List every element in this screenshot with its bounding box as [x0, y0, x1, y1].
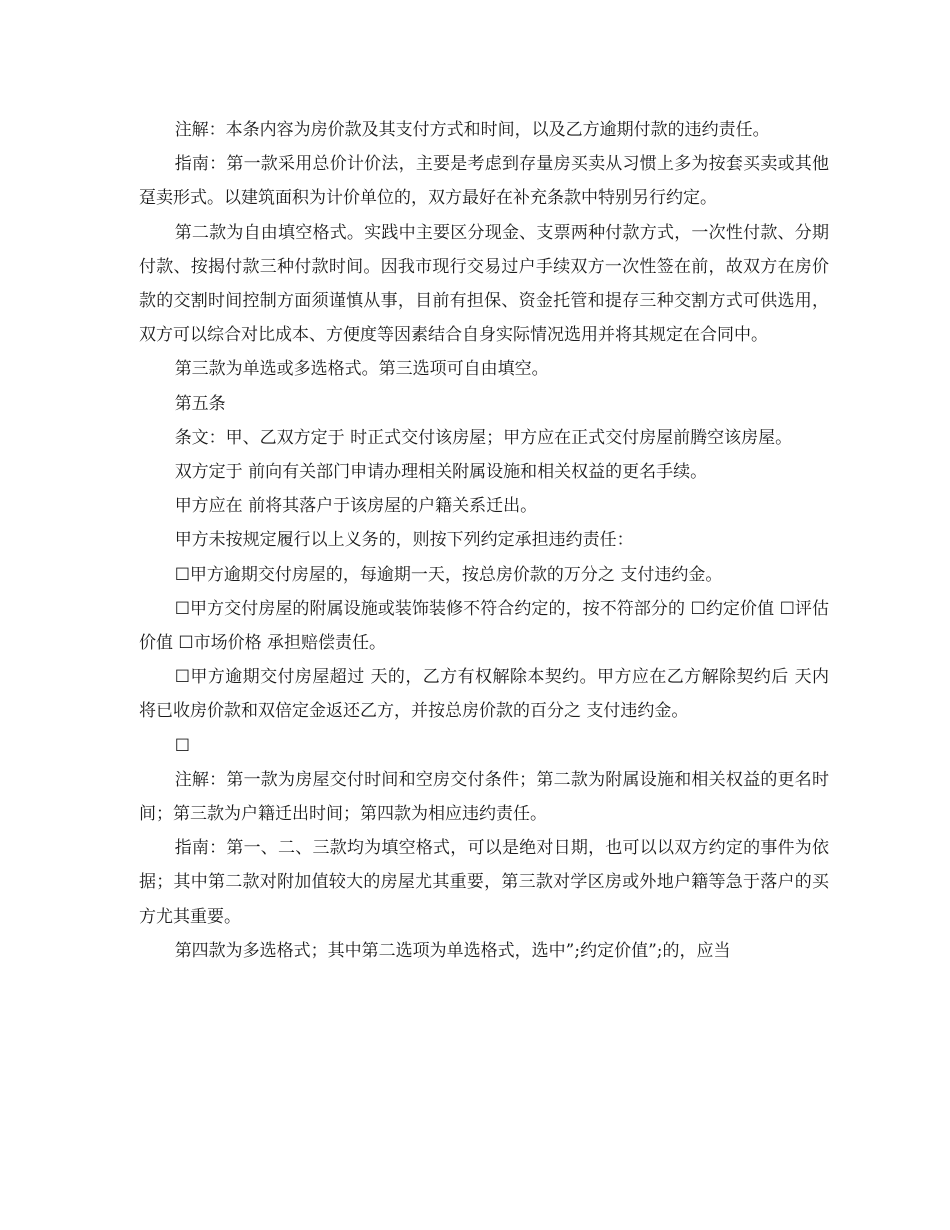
option-blank: ☐ — [174, 735, 190, 756]
article-heading-fifth: 第五条 — [174, 393, 226, 414]
option-late-delivery: ☐甲方逾期交付房屋的，每逾期一天，按总房价款的万分之 支付违约金。 — [174, 564, 723, 585]
option-facilities-nonconforming: ☐甲方交付房屋的附属设施或装饰装修不符合约定的，按不符部分的 ☐约定价值 ☐评估价值 ☐市场价格 承担赔偿责任。 — [139, 598, 829, 654]
paragraph-article-text: 条文：甲、乙双方定于 时正式交付该房屋；甲方应在正式交付房屋前腾空该房屋。 — [174, 427, 793, 448]
paragraph-guide-first-clause: 指南：第一款采用总价计价法，主要是考虑到存量房买卖从习惯上多为按套买卖或其他趸卖形式。以建筑面积为计价单位的，双方最好在补充条款中特别另行约定。 — [139, 154, 829, 209]
paragraph-note-delivery: 注解：第一款为房屋交付时间和空房交付条件；第二款为附属设施和相关权益的更名时间；第三款为户籍迁出时间；第四款为相应违约责任。 — [139, 769, 829, 825]
paragraph-fourth-clause: 第四款为多选格式；其中第二选项为单选格式，选中”;约定价值”;的，应当 — [174, 940, 731, 961]
paragraph-household-registration: 甲方应在 前将其落户于该房屋的户籍关系迁出。 — [174, 496, 538, 517]
document-body — [139, 113, 829, 968]
paragraph-second-clause: 第二款为自由填空格式。实践中主要区分现金、支票两种付款方式，一次性付款、分期付款、按揭付款三种付款时间。因我市现行交易过户手续双方一次性签在前，故双方在房价款的交割时间控制方面须谨慎从事，目前有担保、资金托管和提存三种交割方式可供选用，双方可以综合对比成本、方便度等因素结合自身实际情况选用并将其规定在合同中。 — [139, 222, 829, 346]
paragraph-note-price: 注解：本条内容为房价款及其支付方式和时间，以及乙方逾期付款的违约责任。 — [174, 120, 770, 140]
paragraph-guide-fill-format: 指南：第一、二、三款均为填空格式，可以是绝对日期，也可以以双方约定的事件为依据；其中第二款对附加值较大的房屋尤其重要，第三款对学区房或外地户籍等急于落户的买方尤其重要。 — [139, 838, 829, 927]
option-overdue-termination: ☐甲方逾期交付房屋超过 天的，乙方有权解除本契约。甲方应在乙方解除契约后 天内将已收房价款和双倍定金返还乙方，并按总房价款的百分之 支付违约金。 — [139, 667, 829, 722]
paragraph-breach-liability: 甲方未按规定履行以上义务的，则按下列约定承担违约责任： — [174, 530, 634, 551]
paragraph-third-clause: 第三款为单选或多选格式。第三选项可自由填空。 — [174, 359, 549, 380]
paragraph-rename-procedure: 双方定于 前向有关部门申请办理相关附属设施和相关权益的更名手续。 — [174, 462, 708, 483]
